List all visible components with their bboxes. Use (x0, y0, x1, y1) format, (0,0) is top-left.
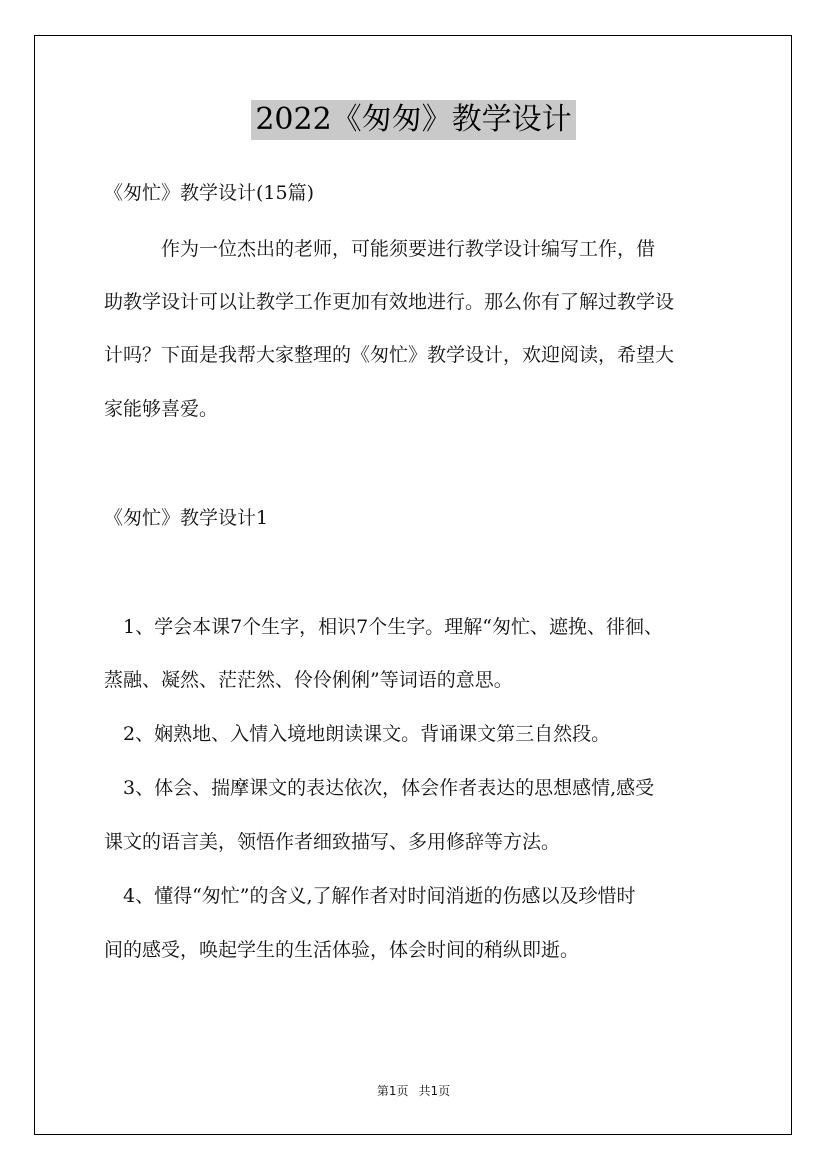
intro-line: 助教学设计可以让教学工作更加有效地进行。那么你有了解过教学设 (104, 291, 675, 313)
item-line: 间的感受，唤起学生的生活体验，体会时间的稍纵即逝。 (104, 939, 580, 961)
title-container (0, 100, 827, 140)
intro-line: 作为一位杰出的老师，可能须要进行教学设计编写工作，借 (104, 238, 656, 260)
item-line: 4、懂得“匆忙”的含义,了解作者对时间消逝的伤感以及珍惜时 (104, 885, 636, 907)
intro-line: 家能够喜爱。 (104, 398, 219, 420)
page-footer (0, 1083, 827, 1099)
item-line: 3、体会、揣摩课文的表达依次，体会作者表达的思想感情,感受 (104, 777, 655, 799)
item-line: 1、学会本课7个生字，相识7个生字。理解“匆忙、遮挽、徘徊、 (104, 616, 663, 638)
document-title: 2022《匆匆》教学设计 (251, 100, 575, 140)
item-line: 2、娴熟地、入情入境地朗读课文。背诵课文第三自然段。 (104, 723, 611, 745)
item-line: 蒸融、凝然、茫茫然、伶伶俐俐”等词语的意思。 (104, 669, 513, 691)
section-heading: 《匆忙》教学设计1 (104, 507, 269, 529)
document-subtitle: 《匆忙》教学设计(15篇) (104, 182, 315, 204)
page-number: 第1页 (376, 1084, 409, 1098)
intro-line: 计吗？下面是我帮大家整理的《匆忙》教学设计，欢迎阅读，希望大 (104, 344, 675, 366)
item-line: 课文的语言美，领悟作者细致描写、多用修辞等方法。 (104, 831, 561, 853)
page-total: 共1页 (418, 1084, 451, 1098)
